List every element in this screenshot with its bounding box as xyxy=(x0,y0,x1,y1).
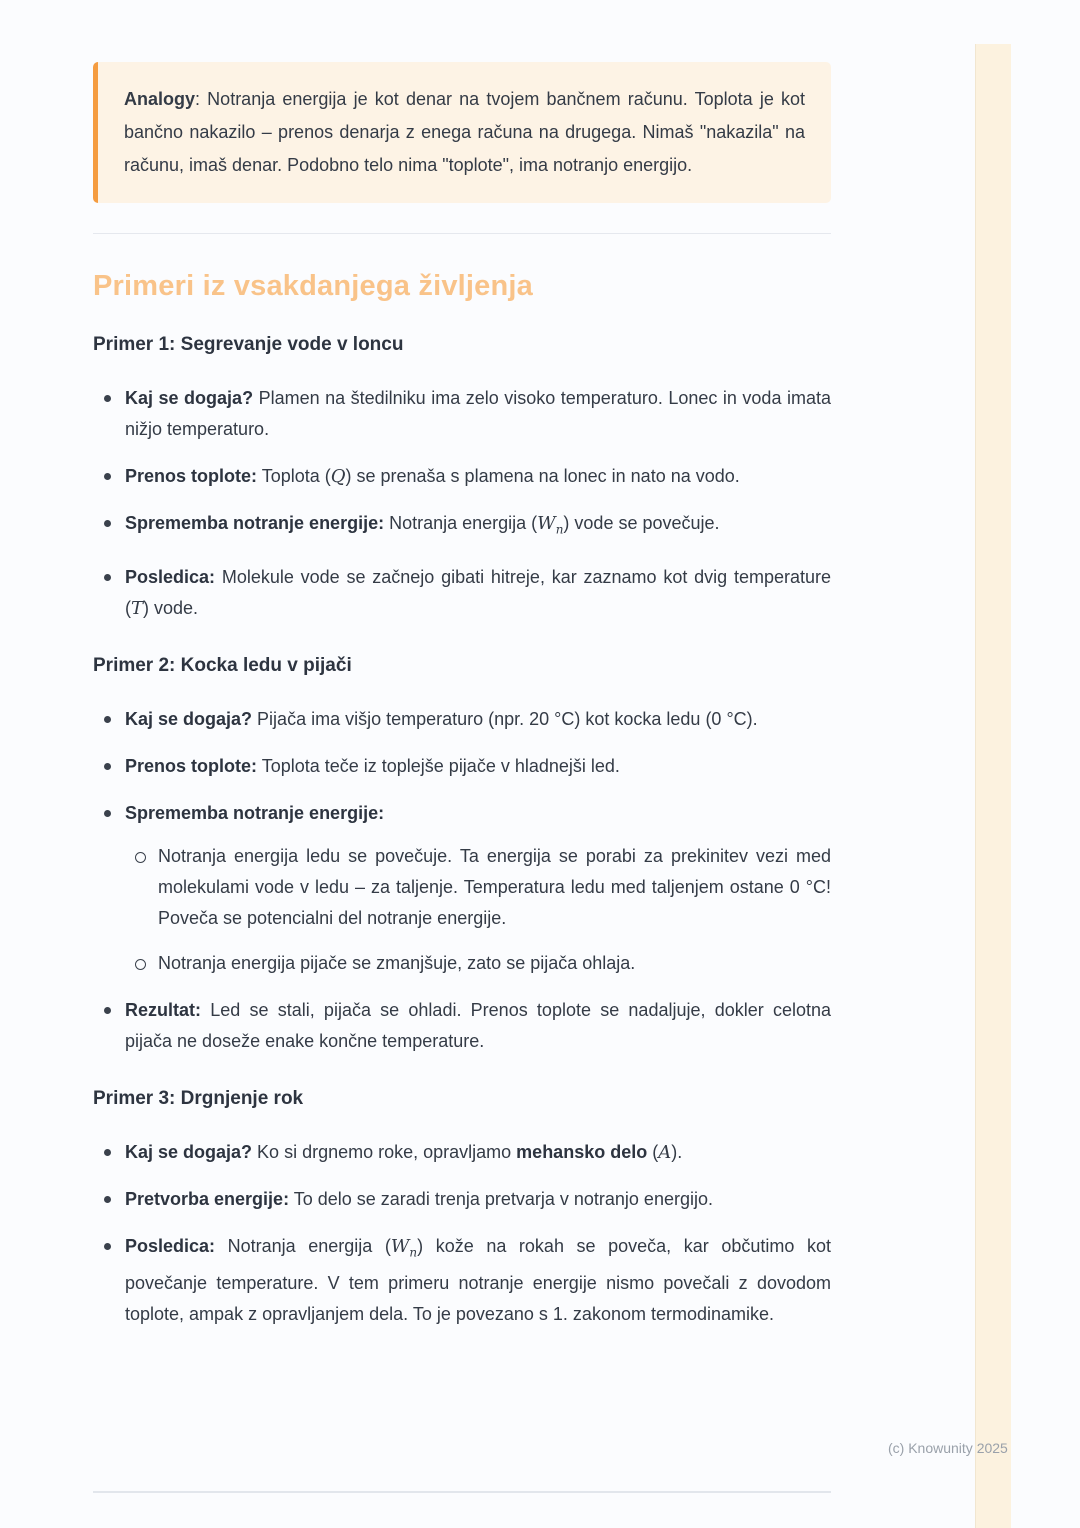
list-item: Prenos toplote: Toplota (Q) se prenaša s plamena na lonec in nato na vodo. xyxy=(125,461,831,492)
callout-paragraph xyxy=(124,83,805,182)
copyright-note: (c) Knowunity 2025 xyxy=(888,1440,1008,1456)
bold-text: Prenos toplote: xyxy=(125,755,258,776)
bold-text: Sprememba notranje energije: xyxy=(125,802,385,823)
list-item: Kaj se dogaja? Plamen na štedilniku ima zelo visoko temperaturo. Lonec in voda imata nižjo temperaturo. xyxy=(125,383,831,445)
list-item: Prenos toplote: Toplota teče iz toplejše pijače v hladnejši led. xyxy=(125,751,831,782)
list-item: Posledica: Molekule vode se začnejo gibati hitreje, kar zaznamo kot dvig temperature (T) vode. xyxy=(125,562,831,624)
bold-text: Kaj se dogaja? xyxy=(125,388,254,408)
sub-list-item: Notranja energija ledu se povečuje. Ta energija se porabi za prekinitev vezi med molekulami vode v ledu – za taljenje. Temperatura ledu med taljenjem ostane 0 °C! Poveča se potencialni del notranje energije. xyxy=(158,841,831,934)
page-edge-strip xyxy=(975,44,1011,1528)
divider-top xyxy=(93,233,831,234)
example-list xyxy=(93,383,831,624)
example-title: Primer 2: Kocka ledu v pijači xyxy=(93,654,352,676)
example-title: Primer 1: Segrevanje vode v loncu xyxy=(93,334,404,355)
list-item: Pretvorba energije: To delo se zaradi trenja pretvarja v notranjo energijo. xyxy=(125,1184,831,1215)
list-item: Rezultat: Led se stali, pijača se ohladi. Prenos toplote se nadaljuje, dokler celotna pijača ne doseže enake končne temperature. xyxy=(125,995,831,1057)
bold-text: Pretvorba energije: xyxy=(125,1188,290,1209)
section-heading: Primeri iz vsakdanjega življenja xyxy=(93,270,533,302)
callout-lead: Analogy xyxy=(124,89,196,109)
divider-bottom xyxy=(93,1491,831,1493)
bold-text: Posledica: xyxy=(125,1235,216,1256)
list-item: Posledica: Notranja energija $(W_n)$ kože na rokah se poveča, kar občutimo kot povečanje temperature. V tem primeru notranje energije nismo povečali z dovodom toplote, ampak z opravljanjem dela. To je povezano s 1. zakonom termodinamike. xyxy=(125,1231,831,1331)
sub-list-item: Notranja energija pijače se zmanjšuje, zato se pijača ohlaja. xyxy=(158,948,831,979)
examples-sections xyxy=(93,333,831,1330)
example-list xyxy=(93,1137,831,1331)
list-item: Kaj se dogaja? Pijača ima višjo temperaturo (npr. 20 °C) kot kocka ledu (0 °C). xyxy=(125,704,831,735)
bold-text: Rezultat: xyxy=(125,999,201,1020)
bold-text: Prenos toplote: xyxy=(125,466,258,486)
list-item: Sprememba notranje energije: Notranja energija $(W_n)$ vode se povečuje. xyxy=(125,508,831,546)
example-list xyxy=(93,704,831,1057)
bold-text: Sprememba notranje energije: xyxy=(125,513,385,533)
math-variable: Q xyxy=(330,466,346,487)
bold-text: Kaj se dogaja? xyxy=(125,708,253,729)
math-variable: A xyxy=(658,1141,672,1163)
math-variable: T xyxy=(131,597,144,619)
list-item xyxy=(125,798,831,979)
bold-text: Posledica: xyxy=(125,566,216,587)
document-content xyxy=(93,62,831,1346)
analogy-callout xyxy=(93,62,831,203)
callout-text: : Notranja energija je kot denar na tvojem bančnem računu. Toplota je kot bančno nakazilo – prenos denarja z enega računa na drugega. Nimaš "nakazila" na računu, imaš denar. Podobno telo nima "toplote", ima notranjo energijo. xyxy=(124,89,805,175)
sub-list xyxy=(125,841,831,979)
math-variable: $W_n$ xyxy=(537,513,564,537)
bold-text: Kaj se dogaja? xyxy=(125,1141,253,1162)
math-variable: $W_n$ xyxy=(390,1235,418,1260)
bold-text: mehansko delo xyxy=(516,1141,648,1162)
example-title: Primer 3: Drgnjenje rok xyxy=(93,1087,304,1109)
list-item: Kaj se dogaja? Ko si drgnemo roke, opravljamo mehansko delo (A). xyxy=(125,1137,831,1168)
